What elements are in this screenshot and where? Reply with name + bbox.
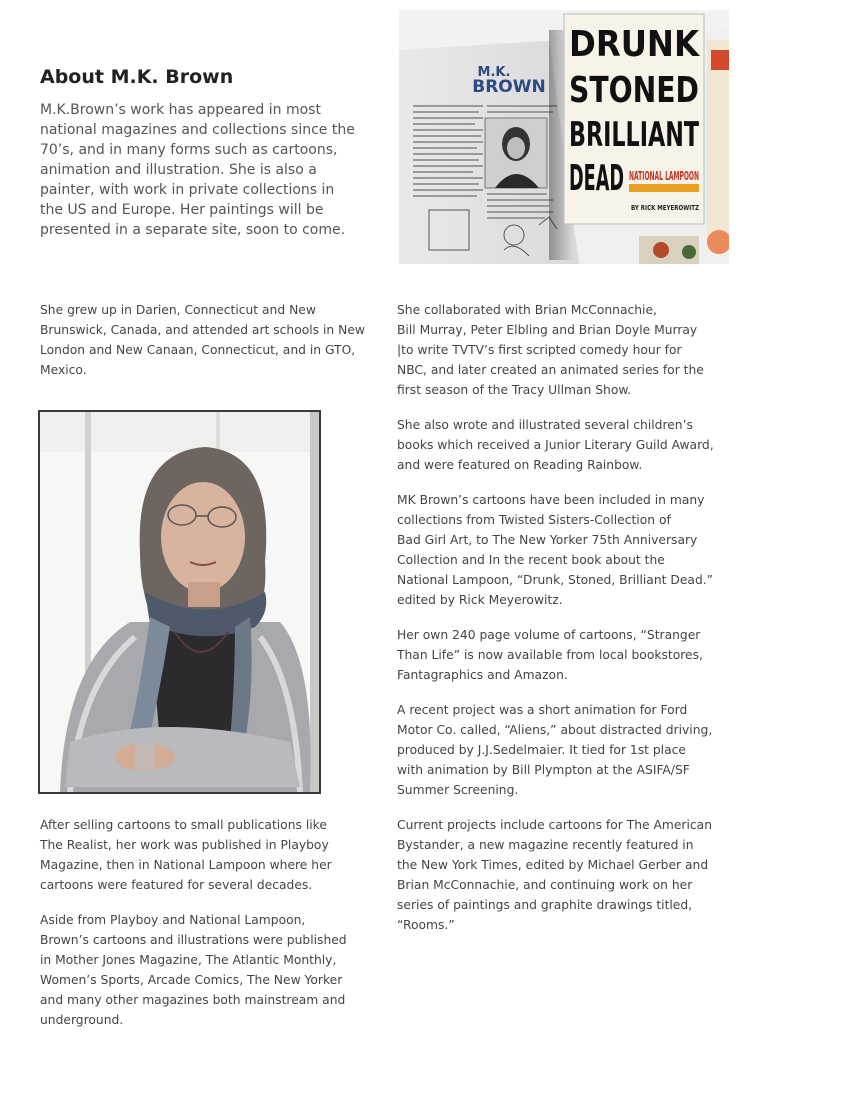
portrait-photo	[38, 410, 321, 794]
text-line: underground.	[40, 1013, 124, 1027]
text-line: Fantagraphics and Amazon.	[397, 668, 568, 682]
book-brand: NATIONAL LAMPOON	[629, 169, 699, 183]
left-column-top	[40, 300, 365, 395]
paragraph	[40, 815, 355, 895]
text-line: NBC, and later created an animated series for the	[397, 363, 704, 377]
book-collage-image	[399, 10, 729, 264]
text-line: Aside from Playboy and National Lampoon,	[40, 913, 306, 927]
right-column	[397, 300, 717, 950]
text-line: The Realist, her work was published in Playboy	[40, 838, 329, 852]
text-line: Bystander, a new magazine recently featured in	[397, 838, 694, 852]
text-line: with animation by Bill Plympton at the ASIFA/SF	[397, 763, 690, 777]
text-line: She collaborated with Brian McConnachie,	[397, 303, 657, 317]
text-line: A recent project was a short animation for Ford	[397, 703, 688, 717]
text-line: London and New Canaan, Connecticut, and in GTO,	[40, 343, 356, 357]
text-line: Current projects include cartoons for The American	[397, 818, 712, 832]
text-line: Brunswick, Canada, and attended art schools in New	[40, 323, 365, 337]
text-line: Her own 240 page volume of cartoons, “Stranger	[397, 628, 701, 642]
paragraph	[397, 415, 717, 475]
text-line: first season of the Tracy Ullman Show.	[397, 383, 632, 397]
paragraph	[397, 490, 717, 610]
text-line: National Lampoon, “Drunk, Stoned, Brilliant Dead.”	[397, 573, 714, 587]
left-column-bottom	[40, 815, 355, 1045]
book-title-line-1: DRUNK	[569, 24, 700, 65]
text-line: and were featured on Reading Rainbow.	[397, 458, 643, 472]
page-title: About M.K. Brown	[40, 66, 234, 88]
text-line: “Rooms.”	[397, 918, 455, 932]
text-line: Summer Screening.	[397, 783, 519, 797]
text-line: the New York Times, edited by Michael Gerber and	[397, 858, 709, 872]
text-line: |to write TVTV’s first scripted comedy hour for	[397, 343, 682, 357]
text-line: Collection and In the recent book about the	[397, 553, 665, 567]
paragraph	[40, 300, 365, 380]
text-line: Brian McConnachie, and continuing work on her	[397, 878, 693, 892]
paragraph	[40, 910, 355, 1030]
intro-paragraph	[40, 100, 355, 240]
paragraph	[397, 625, 717, 685]
magazine-header-2: BROWN	[472, 77, 546, 97]
text-line: Motor Co. called, “Aliens,” about distracted driving,	[397, 723, 713, 737]
text-line: and many other magazines both mainstream and	[40, 993, 346, 1007]
intro-line: national magazines and collections since the	[40, 122, 355, 138]
text-line: Brown’s cartoons and illustrations were published	[40, 933, 347, 947]
paragraph	[397, 815, 717, 935]
book-author: BY RICK MEYEROWITZ	[631, 204, 699, 212]
book-title-line-4: DEAD	[569, 158, 624, 199]
text-line: collections from Twisted Sisters-Collection of	[397, 513, 671, 527]
intro-line: animation and illustration. She is also a	[40, 162, 317, 178]
text-line: Women’s Sports, Arcade Comics, The New Yorker	[40, 973, 343, 987]
text-line: in Mother Jones Magazine, The Atlantic Monthly,	[40, 953, 337, 967]
intro-line: the US and Europe. Her paintings will be	[40, 202, 324, 218]
text-line: Bill Murray, Peter Elbling and Brian Doyle Murray	[397, 323, 698, 337]
text-line: She also wrote and illustrated several children’s	[397, 418, 693, 432]
text-line: cartoons were featured for several decades.	[40, 878, 313, 892]
text-line: books which received a Junior Literary Guild Award,	[397, 438, 714, 452]
intro-line: M.K.Brown’s work has appeared in most	[40, 102, 321, 118]
text-line: produced by J.J.Sedelmaier. It tied for 1st place	[397, 743, 686, 757]
intro-line: painter, with work in private collections in	[40, 182, 335, 198]
text-line: edited by Rick Meyerowitz.	[397, 593, 563, 607]
paragraph	[397, 700, 717, 800]
text-line: Magazine, then in National Lampoon where her	[40, 858, 332, 872]
magazine-header-1: M.K.	[477, 65, 511, 80]
intro-line: 70’s, and in many forms such as cartoons,	[40, 142, 338, 158]
text-line: Bad Girl Art, to The New Yorker 75th Anniversary	[397, 533, 698, 547]
text-line: After selling cartoons to small publications like	[40, 818, 327, 832]
text-line: Mexico.	[40, 363, 87, 377]
paragraph	[397, 300, 717, 400]
book-title-line-2: STONED	[569, 70, 699, 111]
text-line: series of paintings and graphite drawings titled,	[397, 898, 693, 912]
intro-line: presented in a separate site, soon to come.	[40, 222, 346, 238]
book-title-line-3: BRILLIANT	[569, 115, 700, 155]
text-line: Than Life” is now available from local bookstores,	[397, 648, 703, 662]
text-line: She grew up in Darien, Connecticut and New	[40, 303, 316, 317]
text-line: MK Brown’s cartoons have been included in many	[397, 493, 705, 507]
